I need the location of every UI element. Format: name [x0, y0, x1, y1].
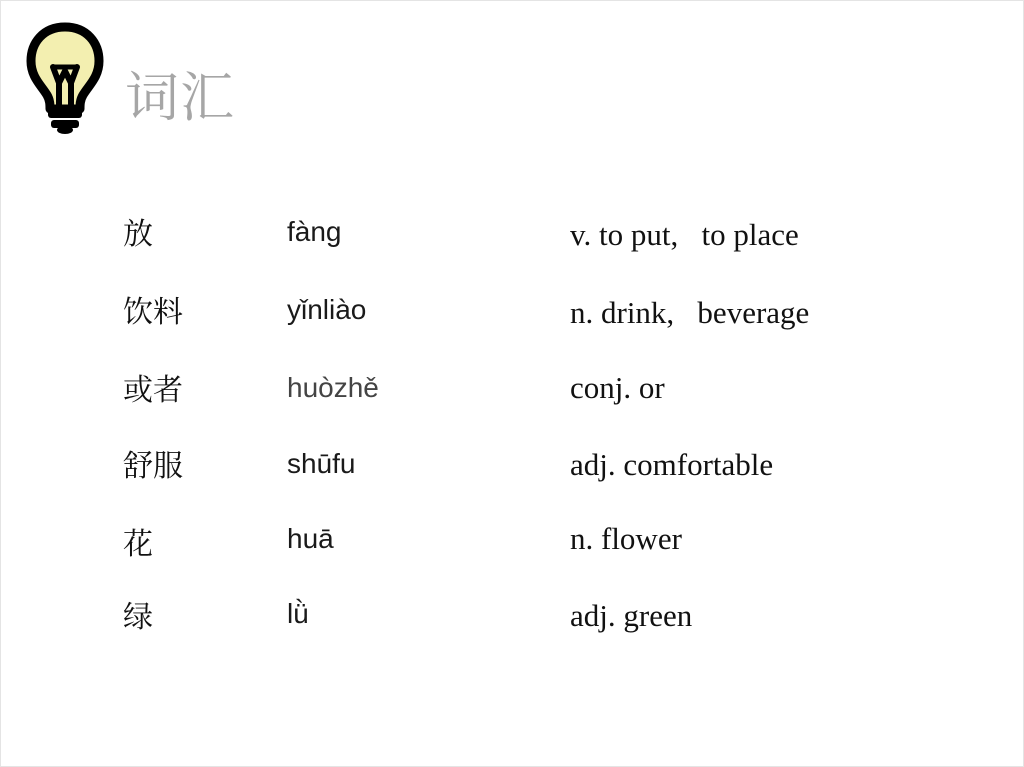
vocab-gloss: n. drink, beverage — [570, 295, 810, 330]
vocab-pinyin: huòzhě — [287, 372, 379, 403]
vocab-row — [1, 523, 1023, 583]
vocab-row — [1, 369, 1023, 429]
vocab-pinyin: lǜ — [287, 598, 309, 629]
vocab-hanzi: 饮料 — [123, 295, 183, 330]
lightbulb-icon — [23, 21, 107, 135]
vocab-hanzi: 花 — [123, 527, 153, 562]
vocab-gloss: n. flower — [570, 521, 682, 556]
vocab-hanzi: 舒服 — [123, 449, 183, 484]
vocab-pinyin: huā — [287, 523, 334, 554]
vocab-gloss: conj. or — [570, 370, 665, 405]
vocab-gloss: v. to put, to place — [570, 217, 799, 252]
vocab-pinyin: fàng — [287, 216, 342, 247]
vocab-hanzi: 绿 — [123, 600, 153, 635]
vocab-gloss: adj. comfortable — [570, 447, 774, 482]
vocab-pinyin: shūfu — [287, 448, 356, 479]
vocab-row — [1, 445, 1023, 505]
vocab-row — [1, 291, 1023, 351]
vocab-hanzi: 或者 — [123, 373, 183, 408]
vocab-gloss: adj. green — [570, 598, 693, 633]
page-title: 词汇 — [125, 66, 235, 129]
vocab-hanzi: 放 — [123, 217, 153, 252]
vocab-row — [1, 213, 1023, 273]
vocab-pinyin: yǐnliào — [287, 294, 367, 325]
vocab-row — [1, 596, 1023, 656]
